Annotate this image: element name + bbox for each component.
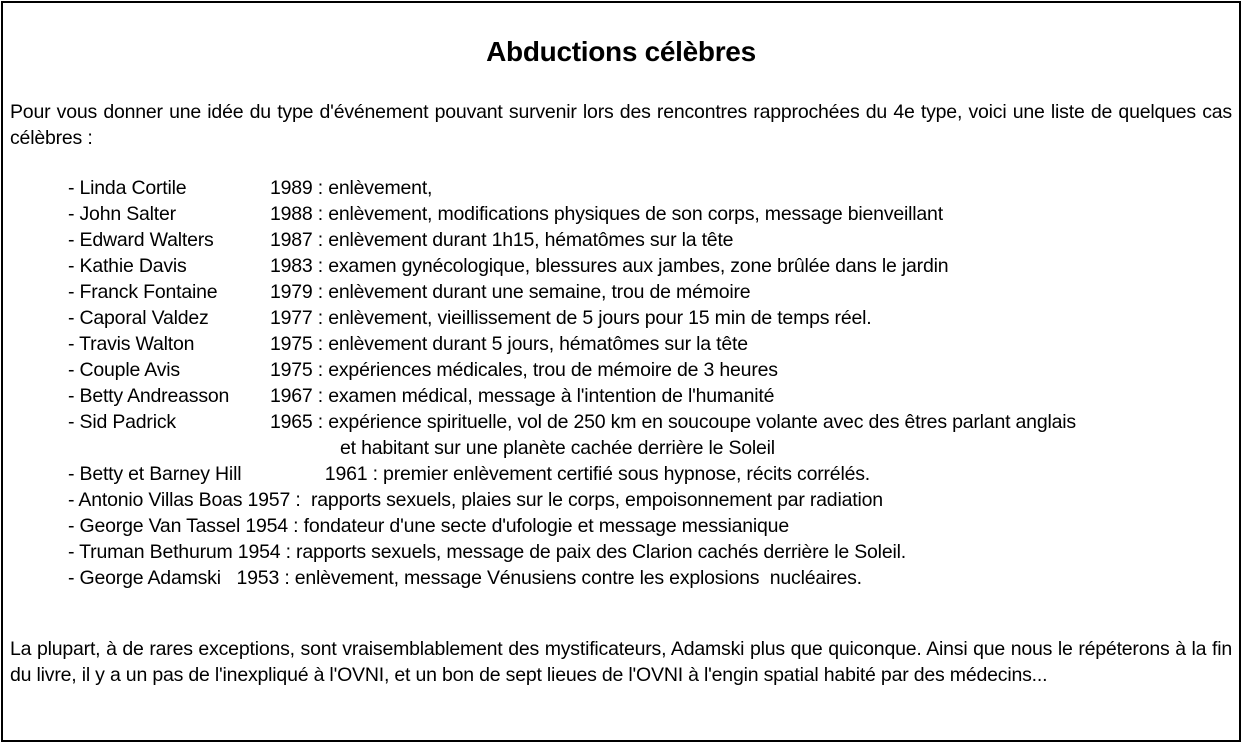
case-name: - Sid Padrick (68, 411, 176, 433)
case-line: - George Adamski 1953 : enlèvement, message Vénusiens contre les explosions nucléaires. (68, 567, 862, 589)
case-text: 1975 : expériences médicales, trou de mémoire de 3 heures (270, 359, 778, 381)
case-line: - George Van Tassel 1954 : fondateur d'une secte d'ufologie et message messianique (68, 515, 789, 537)
case-name: - Edward Walters (68, 229, 214, 251)
case-text: 1987 : enlèvement durant 1h15, hématômes sur la tête (270, 229, 734, 251)
case-text: 1975 : enlèvement durant 5 jours, hématômes sur la tête (270, 333, 748, 355)
case-name: - John Salter (68, 203, 176, 225)
case-line: - Betty et Barney Hill 1961 : premier enlèvement certifié sous hypnose, récits corrélés. (68, 463, 870, 485)
case-name: - Couple Avis (68, 359, 180, 381)
case-text: 1965 : expérience spirituelle, vol de 250 km en soucoupe volante avec des êtres parlant anglais (270, 411, 1076, 433)
outro-paragraph: La plupart, à de rares exceptions, sont vraisemblablement des mystificateurs, Adamski plus que quiconque. Ainsi que nous le répéterons à la fin du livre, il y a un pas de l'inexpliqué à l'OVNI, et un bon de sept lieues de l'OVNI à l'engin spatial habité par des médecins... (10, 638, 1232, 686)
document-frame (1, 1, 1241, 742)
case-name: - Betty Andreasson (68, 385, 230, 407)
case-text: 1967 : examen médical, message à l'intention de l'humanité (270, 385, 775, 407)
case-name: - Franck Fontaine (68, 281, 218, 303)
case-name: - Caporal Valdez (68, 307, 209, 329)
case-name: - Travis Walton (68, 333, 195, 355)
case-name: - Kathie Davis (68, 255, 187, 277)
page-title: Abductions célèbres (486, 36, 756, 67)
case-name: - Linda Cortile (68, 177, 187, 199)
case-text-continuation: et habitant sur une planète cachée derrière le Soleil (340, 437, 775, 459)
case-line: - Antonio Villas Boas 1957 : rapports sexuels, plaies sur le corps, empoisonnement par radiation (68, 489, 883, 511)
case-text: 1977 : enlèvement, vieillissement de 5 jours pour 15 min de temps réel. (270, 307, 872, 329)
case-text: 1979 : enlèvement durant une semaine, trou de mémoire (270, 281, 751, 303)
intro-paragraph: Pour vous donner une idée du type d'événement pouvant survenir lors des rencontres rapprochées du 4e type, voici une liste de quelques cas célèbres : (10, 101, 1232, 149)
case-text: 1983 : examen gynécologique, blessures aux jambes, zone brûlée dans le jardin (270, 255, 949, 277)
case-line: - Truman Bethurum 1954 : rapports sexuels, message de paix des Clarion cachés derrière le Soleil. (68, 541, 906, 563)
case-text: 1988 : enlèvement, modifications physiques de son corps, message bienveillant (270, 203, 943, 225)
case-text: 1989 : enlèvement, (270, 177, 433, 199)
